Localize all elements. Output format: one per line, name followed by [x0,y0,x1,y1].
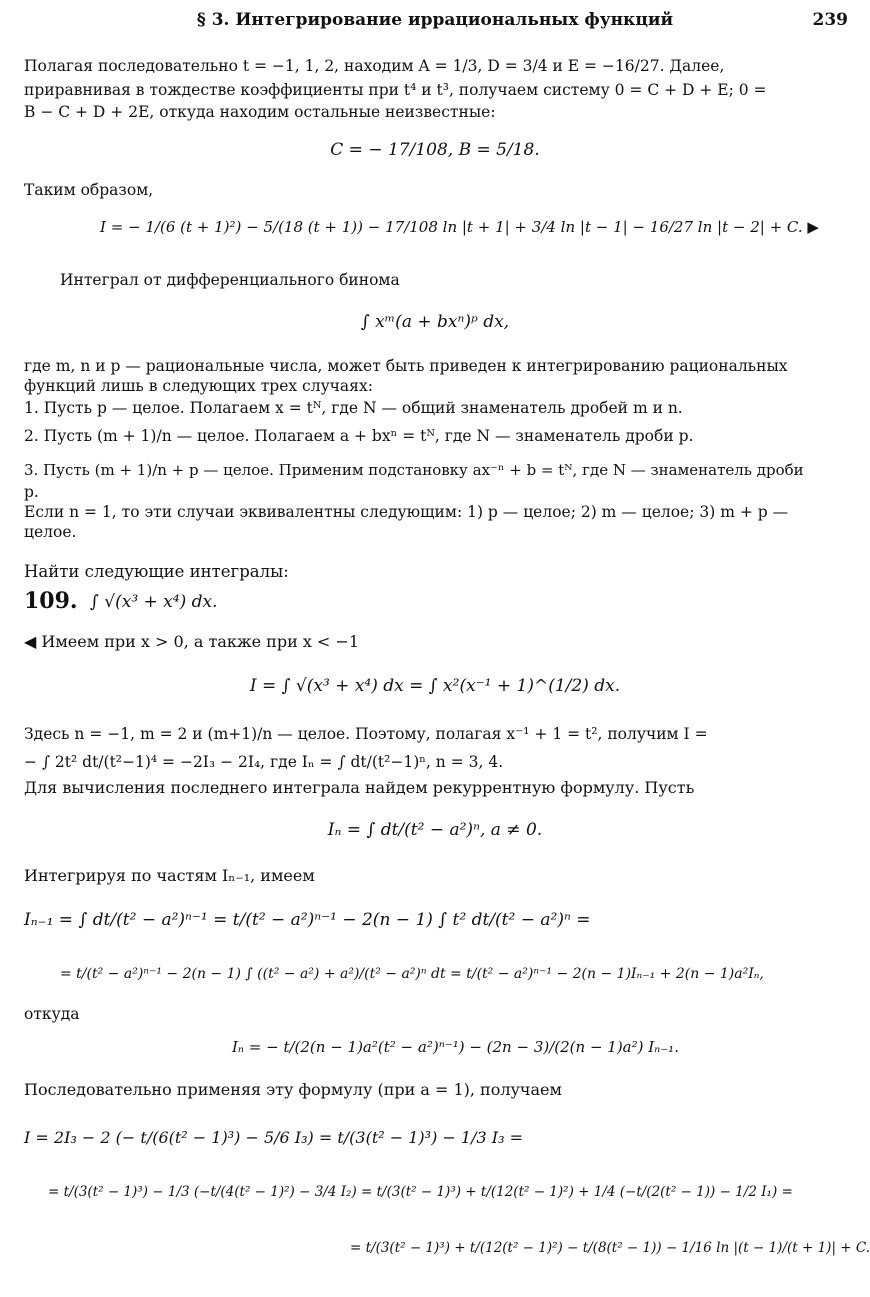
exercise-integral: ∫ √(x³ + x⁴) dx. [90,592,218,612]
text-line: приравнивая в тождестве коэффициенты при t⁴ и t³, получаем систему 0 = C + D + E; 0 = [24,81,767,99]
formula: = t/(t² − a²)ⁿ⁻¹ − 2(n − 1) ∫ ((t² − a²) + a²)/(t² − a²)ⁿ dt = t/(t² − a²)ⁿ⁻¹ − 2(n − 1)Iₙ₋₁ + 2(n − 1)a²Iₙ, [60,966,764,982]
text-line: p. [24,483,39,501]
formula: I = ∫ √(x³ + x⁴) dx = ∫ x²(x⁻¹ + 1)^(1/2) dx. [249,676,621,696]
text-line: где m, n и p — рациональные числа, может быть приведен к интегрированию рациональных [24,357,788,375]
text-line: ◀ Имеем при x > 0, а также при x < −1 [24,632,359,651]
formula: I = − 1/(6 (t + 1)²) − 5/(18 (t + 1)) − 17/108 ln |t + 1| + 3/4 ln |t − 1| − 16/27 ln |t − 2| + C. ▶ [100,218,819,236]
text-line: целое. [24,523,77,541]
formula: = t/(3(t² − 1)³) − 1/3 (−t/(4(t² − 1)²) − 3/4 I₂) = t/(3(t² − 1)³) + t/(12(t² − 1)²) + 1/4 (−t/(2(t² − 1)) − 1/2 I₁) = [48,1184,793,1200]
section-title: § 3. Интегрирование иррациональных функций [196,10,674,30]
text-line: Здесь n = −1, m = 2 и (m+1)/n — целое. Поэтому, полагая x⁻¹ + 1 = t², получим I = [24,725,708,743]
text-line: Последовательно применяя эту формулу (при a = 1), получаем [24,1080,562,1099]
text-line: 2. Пусть (m + 1)/n — целое. Полагаем a + bxⁿ = tᴺ, где N — знаменатель дроби p. [24,427,694,445]
text-line: − ∫ 2t² dt/(t²−1)⁴ = −2I₃ − 2I₄, где Iₙ = ∫ dt/(t²−1)ⁿ, n = 3, 4. [24,753,504,771]
text-line: 3. Пусть (m + 1)/n + p — целое. Применим подстановку ax⁻ⁿ + b = tᴺ, где N — знаменатель дроби [24,461,804,479]
running-header [0,10,870,38]
text-line: Для вычисления последнего интеграла найдем рекуррентную формулу. Пусть [24,778,695,797]
text-line: Интегрируя по частям Iₙ₋₁, имеем [24,866,315,885]
formula: C = − 17/108, B = 5/18. [330,140,540,160]
text-line: Интеграл от дифференциального бинома [60,271,400,289]
text-line: Полагая последовательно t = −1, 1, 2, находим A = 1/3, D = 3/4 и E = −16/27. Далее, [24,57,725,75]
formula: = t/(3(t² − 1)³) + t/(12(t² − 1)²) − t/(8(t² − 1)) − 1/16 ln |(t − 1)/(t + 1)| + C. [350,1240,870,1256]
formula: Iₙ = − t/(2(n − 1)a²(t² − a²)ⁿ⁻¹) − (2n − 3)/(2(n − 1)a²) Iₙ₋₁. [232,1038,679,1056]
page-number: 239 [812,10,848,30]
formula: ∫ xᵐ(a + bxⁿ)ᵖ dx, [360,312,510,332]
exercise-number: 109. [24,588,78,614]
exercise-heading: Найти следующие интегралы: [24,562,289,581]
text-line: Таким образом, [24,181,154,199]
formula: I = 2I₃ − 2 (− t/(6(t² − 1)³) − 5/6 I₃) = t/(3(t² − 1)³) − 1/3 I₃ = [24,1128,523,1147]
text-line: функций лишь в следующих трех случаях: [24,377,373,395]
text-line: Если n = 1, то эти случаи эквивалентны следующим: 1) p — целое; 2) m — целое; 3) m + p — [24,503,789,521]
formula: Iₙ₋₁ = ∫ dt/(t² − a²)ⁿ⁻¹ = t/(t² − a²)ⁿ⁻¹ − 2(n − 1) ∫ t² dt/(t² − a²)ⁿ = [24,910,591,930]
formula: Iₙ = ∫ dt/(t² − a²)ⁿ, a ≠ 0. [327,820,543,840]
text-line: B − C + D + 2E, откуда находим остальные неизвестные: [24,103,496,121]
text-line: 1. Пусть p — целое. Полагаем x = tᴺ, где N — общий знаменатель дробей m и n. [24,399,683,417]
text-line: откуда [24,1005,80,1023]
